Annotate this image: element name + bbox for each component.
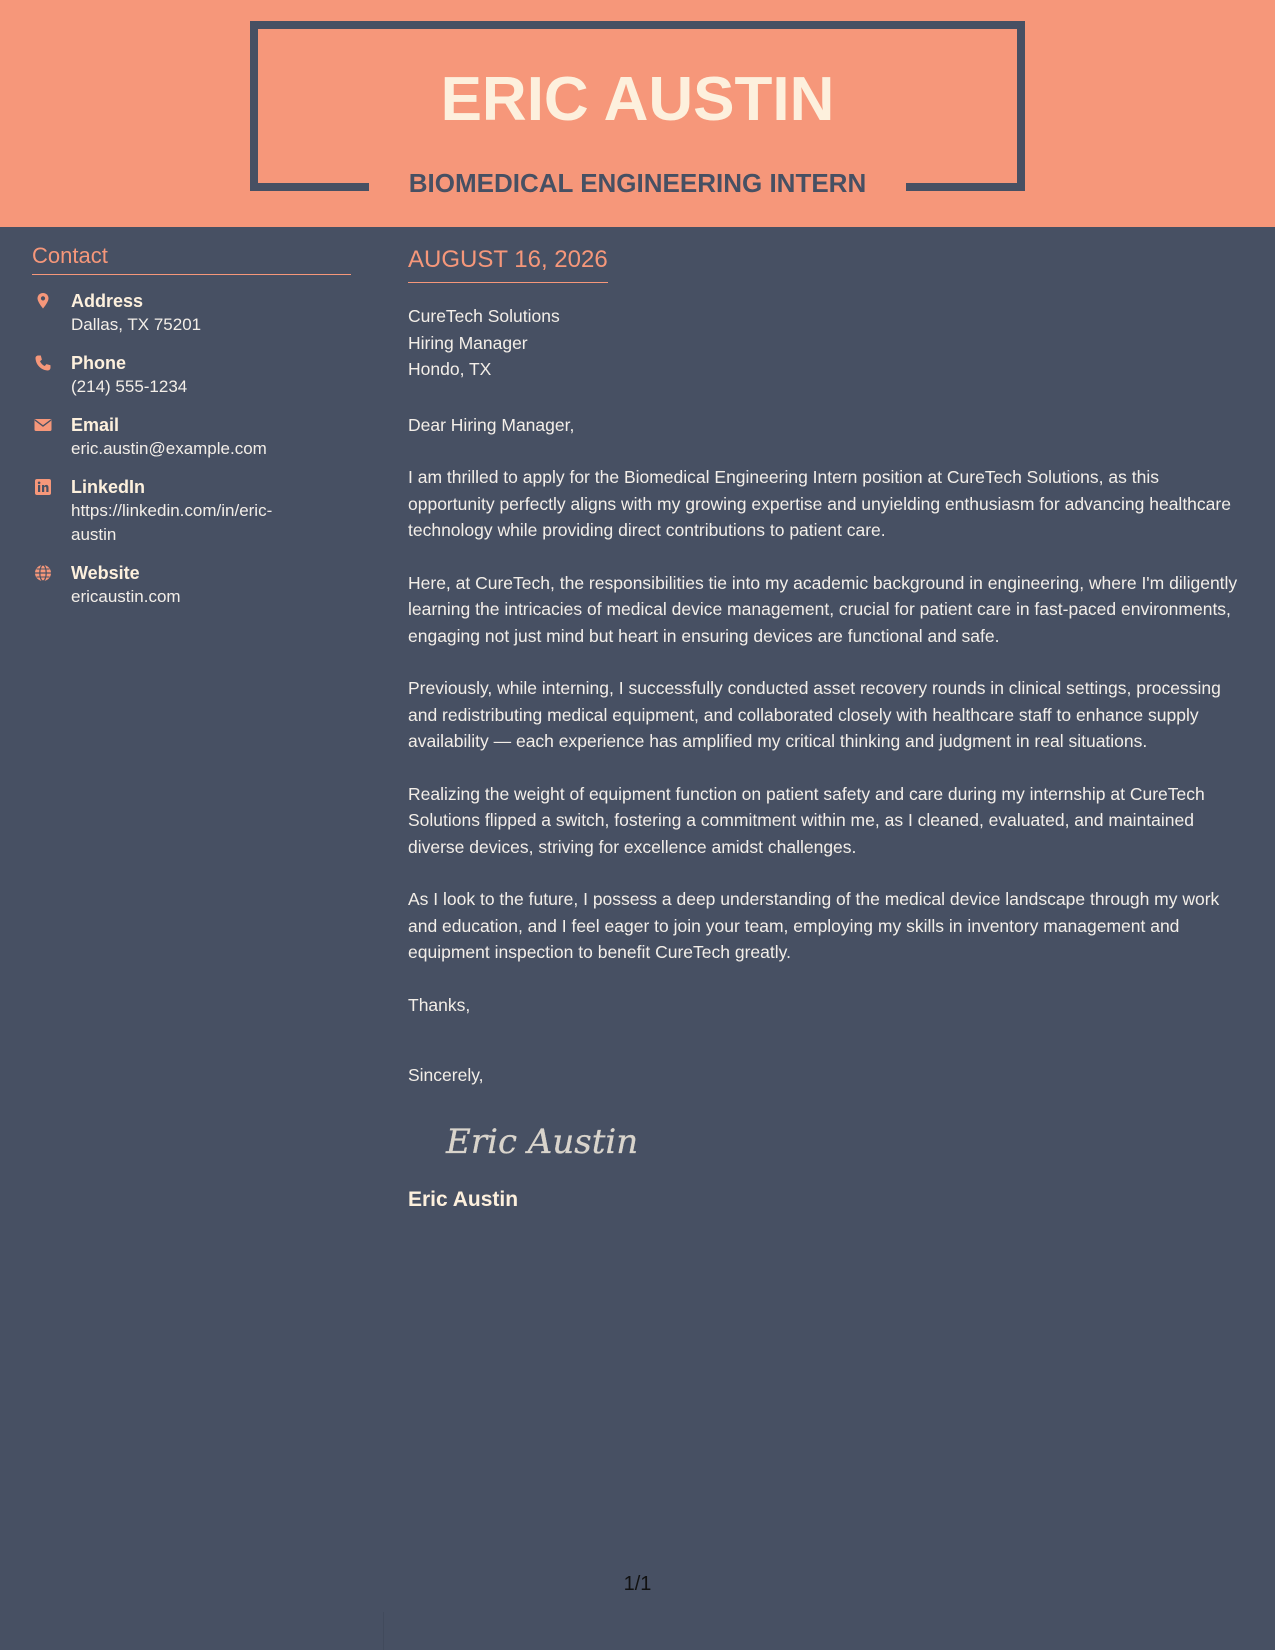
contact-heading: Contact bbox=[32, 242, 351, 275]
body-paragraph: I am thrilled to apply for the Biomedical Engineering Intern position at CureTech Solutions, as this opportunity perfectly aligns with my growing expertise and unyielding enthusiasm for advancing healthcare technology while providing direct contributions to patient care. bbox=[408, 467, 1231, 540]
body-paragraph: Here, at CureTech, the responsibilities tie into my academic background in engineering, where I'm diligently learning the intricacies of medical device management, crucial for patient care in fast-paced environments, engaging not just mind but heart in ensuring devices are functional and safe. bbox=[408, 572, 1238, 646]
contact-item-linkedin bbox=[32, 475, 351, 547]
contact-value: (214) 555-1234 bbox=[71, 377, 188, 396]
handwritten-signature bbox=[442, 1115, 662, 1167]
contact-value: ericaustin.com bbox=[71, 587, 181, 606]
header-frame-left bbox=[250, 21, 258, 191]
contact-value: Dallas, TX 75201 bbox=[71, 315, 202, 334]
thanks-line: Thanks, bbox=[408, 994, 471, 1015]
contact-item-address bbox=[32, 289, 351, 337]
header-frame-top bbox=[250, 21, 1025, 29]
job-title: BIOMEDICAL ENGINEERING INTERN bbox=[408, 168, 867, 198]
contact-label: LinkedIn bbox=[71, 477, 146, 497]
signer-name: Eric Austin bbox=[408, 1187, 519, 1211]
closing-line: Sincerely, bbox=[408, 1065, 484, 1085]
contact-value: https://linkedin.com/in/eric-austin bbox=[71, 501, 273, 544]
contact-item-email bbox=[32, 413, 351, 461]
header-band bbox=[0, 0, 1275, 227]
header-frame-right bbox=[1017, 21, 1025, 191]
globe-icon bbox=[34, 564, 52, 582]
signature-text: Eric Austin bbox=[446, 1121, 639, 1162]
phone-icon bbox=[34, 354, 52, 372]
letter-body bbox=[408, 244, 1250, 1214]
recipient-role: Hiring Manager bbox=[408, 332, 528, 353]
envelope-icon bbox=[34, 416, 52, 434]
header-frame-bottom-left bbox=[250, 183, 369, 191]
page-number: 1/1 bbox=[623, 1573, 652, 1595]
applicant-name: ERIC AUSTIN bbox=[440, 65, 835, 134]
contact-label: Website bbox=[71, 563, 140, 583]
recipient-company: CureTech Solutions bbox=[408, 306, 560, 326]
contact-item-phone bbox=[32, 351, 351, 399]
contact-sidebar bbox=[32, 242, 351, 609]
contact-label: Email bbox=[71, 415, 120, 435]
body-paragraph: Realizing the weight of equipment function on patient safety and care during my internship at CureTech Solutions flipped a switch, fostering a commitment within me, as I cleaned, evaluated, and maintained diverse devices, striving for excellence amidst challenges. bbox=[408, 783, 1205, 857]
contact-label: Address bbox=[71, 291, 144, 311]
recipient-location: Hondo, TX bbox=[408, 359, 492, 379]
recipient-block bbox=[408, 303, 1250, 383]
greeting: Dear Hiring Manager, bbox=[408, 414, 575, 435]
contact-item-website bbox=[32, 561, 351, 609]
contact-value: eric.austin@example.com bbox=[71, 439, 267, 458]
letter-date: AUGUST 16, 2026 bbox=[408, 244, 608, 283]
body-paragraph: As I look to the future, I possess a deep understanding of the medical device landscape through my work and education, and I feel eager to join your team, employing my skills in inventory management and equipment inspection to benefit CureTech greatly. bbox=[408, 889, 1220, 962]
map-pin-icon bbox=[34, 292, 52, 310]
linkedin-icon bbox=[34, 478, 52, 496]
header-frame-bottom-right bbox=[906, 183, 1025, 191]
body-paragraph: Previously, while interning, I successfully conducted asset recovery rounds in clinical settings, processing and redistributing medical equipment, and collaborated closely with healthcare staff to enhance supply availability — each experience has amplified my critical thinking and judgment in real situations. bbox=[408, 678, 1221, 751]
footer-divider bbox=[383, 1612, 384, 1650]
contact-label: Phone bbox=[71, 353, 127, 373]
